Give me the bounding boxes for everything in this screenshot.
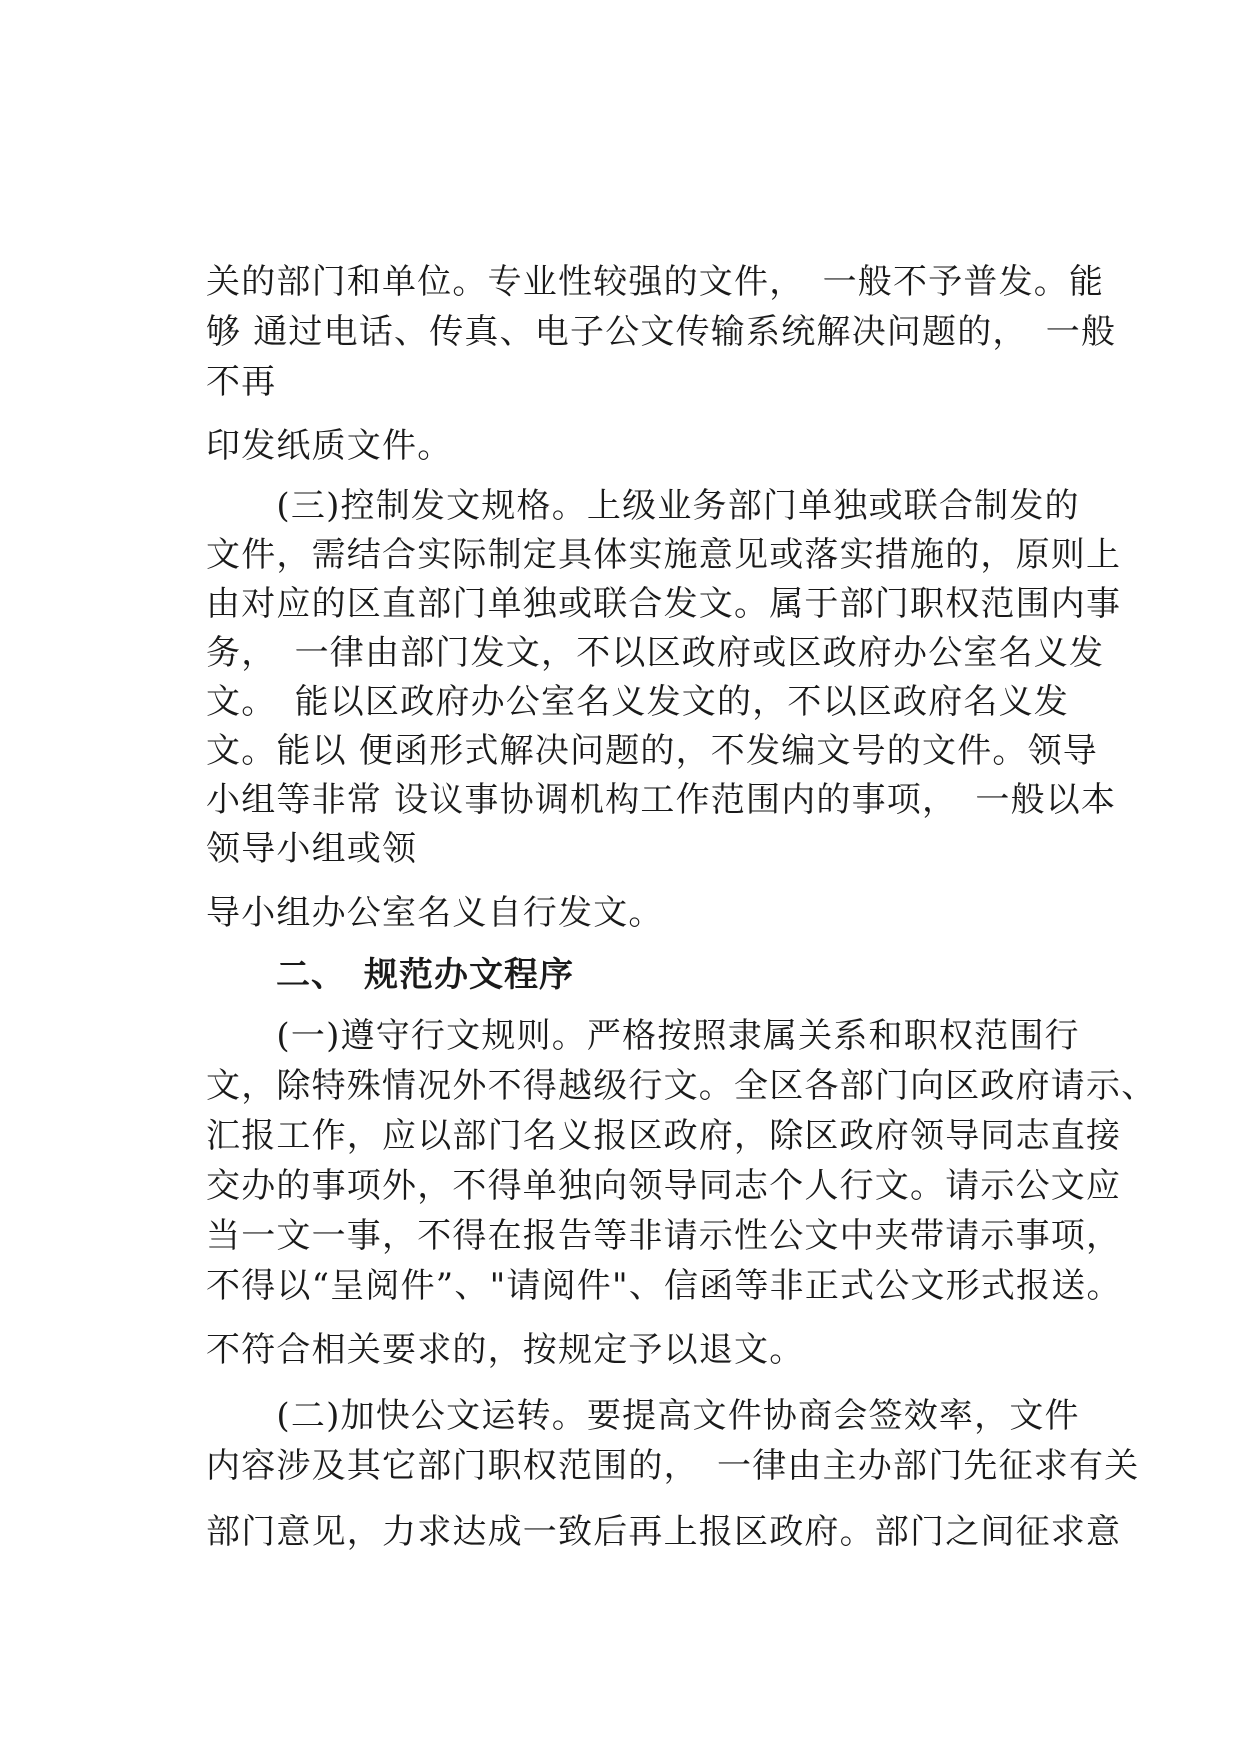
text-line: 领导小组或领 (206, 829, 418, 869)
text-line: 小组等非常 设议事协调机构工作范围内的事项， 一般以本 (206, 780, 1117, 820)
text-line: 交办的事项外，不得单独向领导同志个人行文。请示公文应 (206, 1166, 1122, 1206)
text-line: 文，除特殊情况外不得越级行文。全区各部门向区政府请示、 (206, 1066, 1157, 1106)
text-line: 不符合相关要求的，按规定予以退文。 (206, 1330, 805, 1370)
text-line: (二)加快公文运转。要提高文件协商会签效率，文件 (206, 1396, 1080, 1436)
section-heading: 二、 规范办文程序 (206, 955, 574, 995)
text-line: 内容涉及其它部门职权范围的， 一律由主办部门先征求有关 (206, 1446, 1140, 1486)
text-line: 部门意见，力求达成一致后再上报区政府。部门之间征求意 (206, 1512, 1122, 1552)
text-line: 不得以“呈阅件”、"请阅件"、信函等非正式公文形式报送。 (206, 1266, 1122, 1306)
text-line: 不再 (206, 362, 277, 402)
text-line: (一)遵守行文规则。严格按照隶属关系和职权范围行 (206, 1016, 1080, 1056)
text-line: 导小组办公室名义自行发文。 (206, 893, 664, 933)
text-line: 汇报工作，应以部门名义报区政府，除区政府领导同志直接 (206, 1116, 1122, 1156)
text-line: 文。能以 便函形式解决问题的，不发编文号的文件。领导 (206, 731, 1099, 771)
text-line: 关的部门和单位。专业性较强的文件， 一般不予普发。能 (206, 262, 1105, 302)
text-line: 文。 能以区政府办公室名义发文的，不以区政府名义发 (206, 682, 1069, 722)
text-line: 够 通过电话、传真、电子公文传输系统解决问题的， 一般 (206, 312, 1117, 352)
text-line: (三)控制发文规格。上级业务部门单独或联合制发的 (206, 486, 1080, 526)
text-line: 务， 一律由部门发文，不以区政府或区政府办公室名义发 (206, 633, 1105, 673)
text-line: 文件，需结合实际制定具体实施意见或落实措施的，原则上 (206, 535, 1122, 575)
text-line: 印发纸质文件。 (206, 426, 453, 466)
text-line: 当一文一事，不得在报告等非请示性公文中夹带请示事项， (206, 1216, 1122, 1256)
text-line: 由对应的区直部门单独或联合发文。属于部门职权范围内事 (206, 584, 1122, 624)
